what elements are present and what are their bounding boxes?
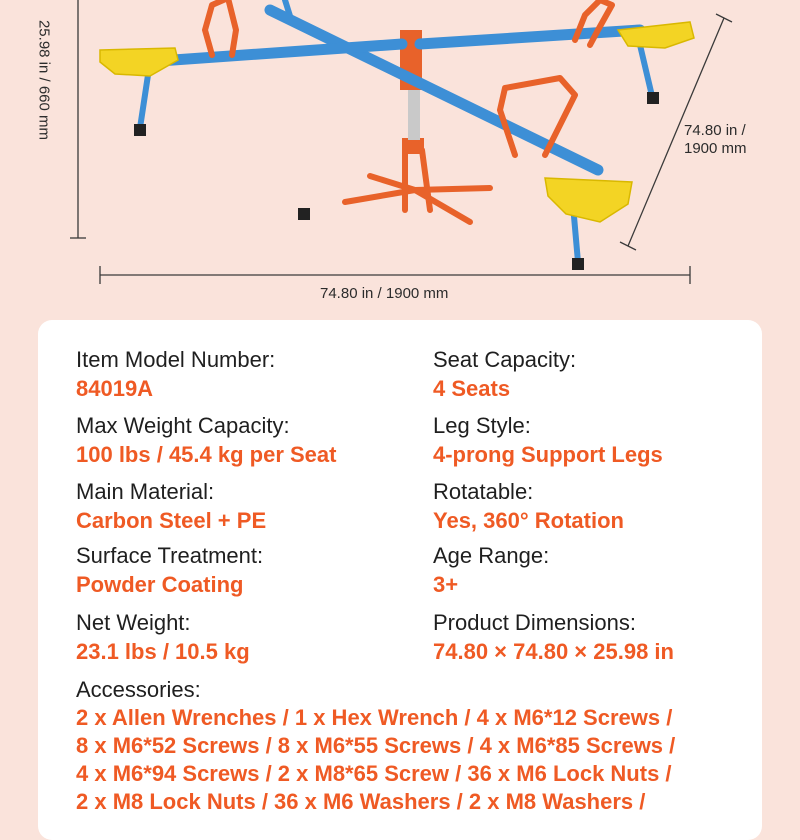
depth-dimension-line2: 1900 mm [684, 140, 747, 157]
spec-item-model [76, 346, 275, 404]
accessories-line: 4 x M6*94 Screws / 2 x M8*65 Screw / 36 x M6 Lock Nuts / [76, 761, 672, 786]
spec-label: Product Dimensions: [433, 610, 636, 635]
spec-accessories [76, 676, 776, 816]
spec-product-dimensions [433, 609, 674, 667]
frame-beams [145, 10, 640, 170]
base-stand [345, 150, 490, 222]
spec-label: Item Model Number: [76, 347, 276, 372]
width-dimension-label: 74.80 in / 1900 mm [320, 285, 449, 302]
spec-value: 100 lbs / 45.4 kg per Seat [76, 442, 337, 467]
spec-max-weight [76, 412, 336, 470]
spec-leg-style [433, 412, 663, 470]
spec-label: Seat Capacity: [433, 347, 577, 372]
spec-rotatable [433, 478, 624, 536]
spec-value: Yes, 360° Rotation [433, 508, 624, 533]
spec-value: 4 Seats [433, 376, 511, 401]
spec-value: 3+ [433, 572, 459, 597]
spec-value: 74.80 × 74.80 × 25.98 in [433, 639, 674, 664]
spec-label: Main Material: [76, 479, 215, 504]
accessories-line: 2 x M8 Lock Nuts / 36 x M6 Washers / 2 x M8 Washers / [76, 789, 646, 814]
spec-seat-capacity [433, 346, 576, 404]
spec-label: Surface Treatment: [76, 543, 264, 568]
spec-main-material [76, 478, 266, 536]
accessories-line: 2 x Allen Wrenches / 1 x Hex Wrench / 4 x M6*12 Screws / [76, 705, 673, 730]
spec-label: Max Weight Capacity: [76, 413, 290, 438]
spec-label: Leg Style: [433, 413, 531, 438]
accessories-label: Accessories: [76, 677, 201, 702]
center-post [408, 85, 420, 140]
spec-value: 4-prong Support Legs [433, 442, 663, 467]
accessories-line: 8 x M6*52 Screws / 8 x M6*55 Screws / 4 x M6*85 Screws / [76, 733, 676, 758]
spec-age-range [433, 542, 549, 600]
depth-dimension-line1: 74.80 in / [684, 122, 746, 139]
product-illustration [0, 0, 800, 320]
spec-label: Rotatable: [433, 479, 534, 504]
spec-value: 23.1 lbs / 10.5 kg [76, 639, 250, 664]
spec-surface-treatment [76, 542, 263, 600]
spec-label: Net Weight: [76, 610, 191, 635]
spec-value: Carbon Steel + PE [76, 508, 267, 533]
depth-dimension-label [684, 122, 747, 158]
height-dimension-label: 25.98 in / 660 mm [35, 19, 53, 141]
spec-value: 84019A [76, 376, 154, 401]
spec-value: Powder Coating [76, 572, 244, 597]
base-collar [402, 138, 424, 154]
spec-label: Age Range: [433, 543, 550, 568]
spec-net-weight [76, 609, 250, 667]
